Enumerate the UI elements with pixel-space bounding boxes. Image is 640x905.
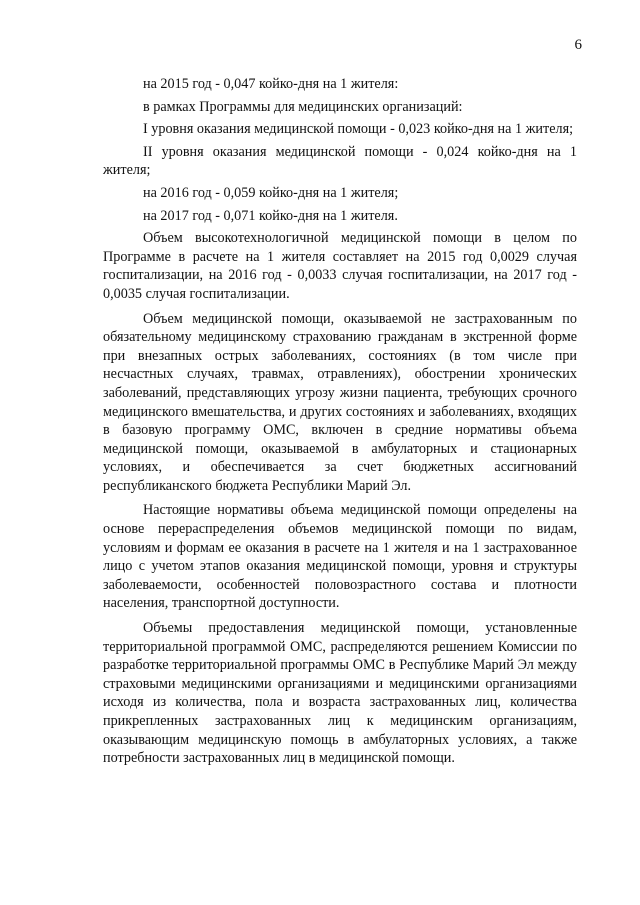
paragraph: II уровня оказания медицинской помощи - 0,024 койко-дня на 1 жителя; [103,143,577,179]
paragraph: в рамках Программы для медицинских организаций: [143,98,463,115]
paragraph: на 2015 год - 0,047 койко-дня на 1 жителя: [143,76,399,92]
page-number: 6 [574,37,582,53]
paragraph: на 2017 год - 0,071 койко-дня на 1 жителя. [143,207,398,224]
paragraph: на 2016 год - 0,059 койко-дня на 1 жителя; [143,184,399,201]
paragraph: Настоящие нормативы объема медицинской помощи определены на основе перераспределения объемов медицинской помощи по видам, условиям и формам ее оказания в расчете на 1 жителя и на 1 застрахованное лицо с учетом этапов оказания медицинской помощи, уровня и структуры заболеваемости, особенностей половозрастного состава и плотности населения, транспортной доступности. [103,502,577,612]
paragraph: I уровня оказания медицинской помощи - 0,023 койко-дня на 1 жителя; [143,121,574,138]
document-body [103,75,577,774]
paragraph: Объемы предоставления медицинской помощи, установленные территориальной программой ОМС, распределяются решением Комиссии по разработке территориальной программы ОМС в Республике Марий Эл между страховыми медицинскими организациями и медицинскими организациями исходя из количества, пола и возраста застрахованных лиц, количества прикрепленных застрахованных лиц к медицинским организациям, оказывающим медицинскую помощь в амбулаторных условиях, а также потребности застрахованных лиц в медицинской помощи. [103,620,577,767]
paragraph: Объем высокотехнологичной медицинской помощи в целом по Программе в расчете на 1 жителя составляет на 2015 год 0,0029 случая госпитализации, на 2016 год - 0,0033 случая госпитализации, на 2017 год - 0,0035 случая госпитализации. [103,230,577,302]
paragraph: Объем медицинской помощи, оказываемой не застрахованным по обязательному медицинскому страхованию гражданам в экстренной форме при внезапных острых заболеваниях, состояниях (в том числе при несчастных случаях, травмах, отравлениях), обострении хронических заболеваний, представляющих угрозу жизни пациента, требующих срочного медицинского вмешательства, и других состояниях и заболеваниях, входящих в базовую программу ОМС, включен в средние нормативы объема медицинской помощи, оказываемой в амбулаторных и стационарных условиях, и обеспечивается за счет бюджетных ассигнований республиканского бюджета Республики Марий Эл. [103,310,577,494]
